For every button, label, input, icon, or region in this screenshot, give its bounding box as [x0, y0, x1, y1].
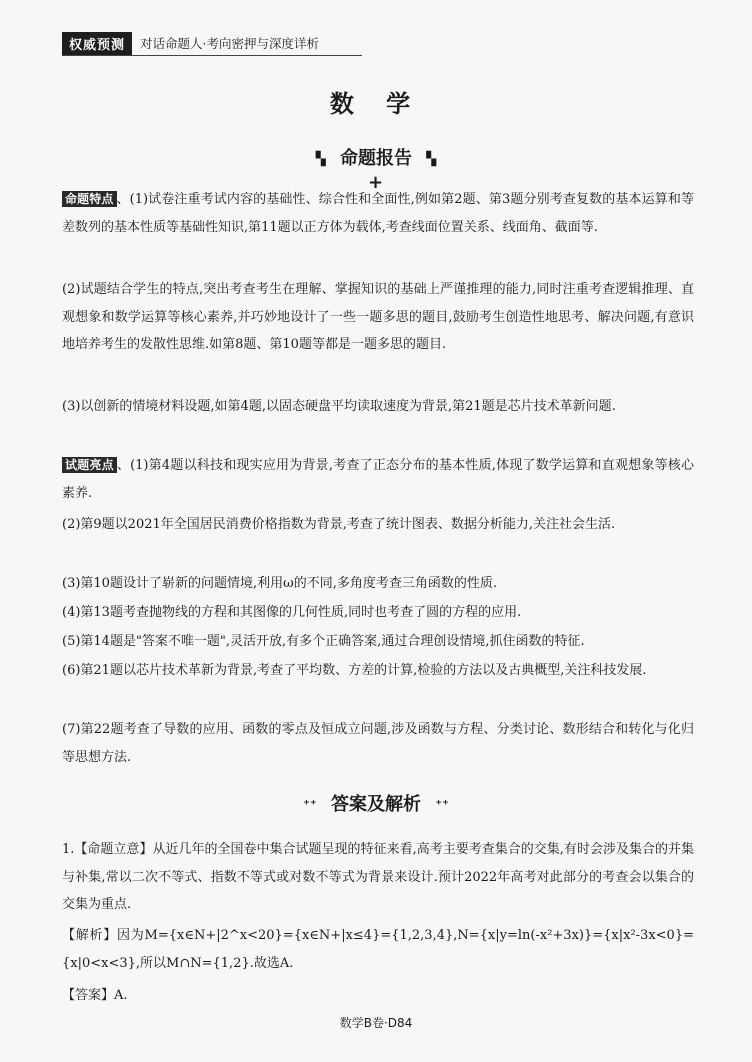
q1-answer: 【答案】A.: [62, 988, 128, 1003]
highlights-p3: (3)第10题设计了崭新的问题情境,利用ω的不同,多角度考查三角函数的性质.: [62, 576, 497, 591]
page-footer: 数学B卷·D84: [339, 1016, 413, 1030]
highlights-p7: (7)第22题考查了导数的应用、函数的零点及恒成立问题,涉及函数与方程、分类讨论、数形结合和转化与化归等思想方法.: [62, 722, 694, 765]
page-header: [62, 33, 362, 53]
section-report-heading: [0, 144, 752, 170]
features-p3: (3)以创新的情境材料设题,如第4题,以固态硬盘平均读取速度为背景,第21题是芯片技术革新问题.: [62, 399, 616, 414]
ornament-icon: ⁺⁺: [435, 797, 450, 813]
highlights-p2: (2)第9题以2021年全国居民消费价格指数为背景,考查了统计图表、数据分析能力,关注社会生活.: [62, 517, 616, 532]
ornament-icon: ▚: [426, 151, 437, 167]
header-rule: [62, 55, 362, 56]
highlights-p5: (5)第14题是"答案不唯一题",灵活开放,有多个正确答案,通过合理创设情境,抓住函数的特征.: [62, 634, 585, 649]
section-answers-heading: [0, 790, 752, 816]
features-p1: 命题特点 、(1)试卷注重考试内容的基础性、综合性和全面性,例如第2题、第3题分别考查复数的基本运算和等差数列的基本性质等基础性知识,第11题以正方体为载体,考查线面位置关系、线面角、截面等.: [62, 192, 694, 235]
header-badge: 权威预测: [62, 32, 132, 55]
page-title: 数 学: [329, 90, 423, 118]
plus-ornament-icon: +: [368, 172, 384, 193]
highlights-p1: 试题亮点 、(1)第4题以科技和现实应用为背景,考查了正态分布的基本性质,体现了数学运算和直观想象等核心素养.: [62, 458, 694, 501]
ornament-icon: ▚: [315, 151, 326, 167]
highlights-p6: (6)第21题以芯片技术革新为背景,考查了平均数、方差的计算,检验的方法以及古典概型,关注科技发展.: [62, 663, 647, 678]
features-badge: 命题特点: [62, 191, 117, 207]
report-heading-text: 命题报告: [340, 148, 412, 169]
answers-heading-text: 答案及解析: [331, 794, 421, 815]
highlights-badge: 试题亮点: [62, 457, 117, 473]
ornament-icon: ⁺⁺: [302, 797, 317, 813]
q1-intent: 1.【命题立意】从近几年的全国卷中集合试题呈现的特征来看,高考主要考查集合的交集,有时会涉及集合的并集与补集,常以二次不等式、指数不等式或对数不等式为背景来设计.预计2022年高考对此部分的考查会以集合的交集为重点.: [62, 842, 694, 913]
highlights-p4: (4)第13题考查抛物线的方程和其图像的几何性质,同时也考查了圆的方程的应用.: [62, 605, 522, 620]
q1-analysis: 【解析】因为M={x∈N+|2^x<20}={x∈N+|x≤4}={1,2,3,4},N={x|y=ln(-x²+3x)}={x|x²-3x<0}={x|0<x<3},所以M∩N={1,2}.故选A.: [62, 928, 694, 971]
header-subtitle: 对话命题人·考向密押与深度详析: [140, 36, 319, 51]
features-p2: (2)试题结合学生的特点,突出考查考生在理解、掌握知识的基础上严谨推理的能力,同时注重考查逻辑推理、直观想象和数学运算等核心素养,并巧妙地设计了一些一题多思的题目,鼓励考生创造性地思考、解决问题,有意识地培养考生的发散性思维.如第8题、第10题等都是一题多思的题目.: [62, 282, 694, 353]
